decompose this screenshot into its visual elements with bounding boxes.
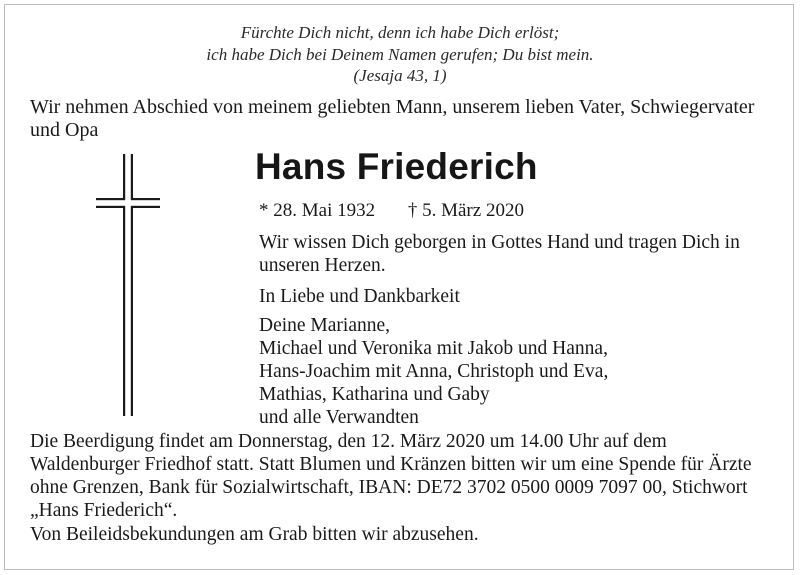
verse-line-1: Fürchte Dich nicht, denn ich habe Dich erlöst; [240, 23, 560, 42]
mourners-list [259, 314, 608, 429]
birth-date: * 28. Mai 1932 [259, 200, 376, 221]
mourner-line: Deine Marianne, [259, 315, 391, 336]
closing-phrase: In Liebe und Dankbarkeit [259, 286, 460, 307]
death-date: † 5. März 2020 [407, 200, 524, 221]
deceased-name: Hans Friederich [255, 146, 538, 187]
bible-verse [0, 22, 800, 87]
life-dates [259, 200, 524, 222]
mourner-line: Hans-Joachim mit Anna, Christoph und Eva, [259, 361, 609, 382]
mourner-line: und alle Verwandten [259, 407, 419, 428]
verse-reference: (Jesaja 43, 1) [353, 66, 447, 85]
condolence-note: Von Beileidsbekundungen am Grab bitten wir abzusehen. [30, 524, 479, 545]
funeral-info: Die Beerdigung findet am Donnerstag, den 12. März 2020 um 14.00 Uhr auf dem Waldenburger Friedhof statt. Statt Blumen und Kränzen bitten wir um eine Spende für Ärzte ohne Grenzen, Bank für Sozialwirtschaft, IBAN: DE72 3702 0500 0009 7097 00, Stichwort „Hans Friederich“. [30, 431, 752, 521]
intro-text: Wir nehmen Abschied von meinem geliebten Mann, unserem lieben Vater, Schwiegervater und Opa [30, 96, 755, 141]
verse-line-2: ich habe Dich bei Deinem Namen gerufen; Du bist mein. [206, 44, 594, 64]
cross-icon [96, 154, 160, 416]
mourner-line: Michael und Veronika mit Jakob und Hanna, [259, 338, 608, 359]
mourner-line: Mathias, Katharina und Gaby [259, 384, 490, 405]
memorial-quote: Wir wissen Dich geborgen in Gottes Hand und tragen Dich in unseren Herzen. [259, 232, 740, 276]
